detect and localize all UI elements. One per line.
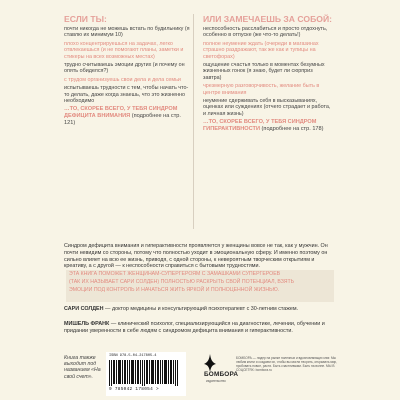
publisher-subtitle: издательство <box>206 379 226 383</box>
left-item: испытываешь трудности с тем, чтобы начать что-то делать, даже когда знаешь, что это жизненно необходимо <box>64 85 189 105</box>
author-name: САРИ СОЛДЕН <box>64 306 104 312</box>
banner-line: (ТАК ИХ НАЗЫВАЕТ САРИ СОЛДЕН) ПОЛНОСТЬЮ РАСКРЫТЬ СВОЙ ПОТЕНЦИАЛ, ВЗЯТЬ <box>69 279 295 285</box>
right-column <box>203 14 331 132</box>
author-name: МИШЕЛЬ ФРАНК <box>64 321 110 327</box>
isbn-text: ISBN 978-5-04-217805-4 <box>109 354 157 358</box>
author-bio-solden <box>64 306 337 313</box>
left-result <box>64 106 192 126</box>
right-item: ощущение счастья только в моментах безумных жизненных гонок (я знаю, будет ли сюрприз завтра) <box>203 62 325 81</box>
author-bio: — клинический психолог, специализирующийся на диагностике, лечении, обучении и придании уверенности в себе людям с синдромом дефицита внимания и гиперактивности. <box>64 321 325 334</box>
left-result-text: …ТО, СКОРЕЕ ВСЕГО, У ТЕБЯ СИНДРОМ ДЕФИЦИТА ВНИМАНИЯ <box>64 106 178 120</box>
right-heading: ИЛИ ЗАМЕЧАЕШЬ ЗА СОБОЙ: <box>203 14 332 24</box>
right-result-text: …ТО, СКОРЕЕ ВСЕГО, У ТЕБЯ СИНДРОМ ГИПЕРАКТИВНОСТИ <box>203 119 317 132</box>
right-item: чрезмерную разговорчивость, желание быть в центре внимания <box>203 83 320 96</box>
main-paragraph: Синдром дефицита внимания и гиперактивности проявляется у женщины вовсе не так, как у мужчин. Он почти невидим со стороны, потому что полностью уходит в эмоциональную сферу. И именно поэтому он сильно влияет на всю ее жизнь, приводя, с одной стороны, к невероятным творческим открытиям и креативу, а с другой — к неспособности справиться с бытовыми трудностями. <box>64 243 328 270</box>
right-result <box>203 119 331 132</box>
right-item: неспособность расслабиться и просто отдохнуть, особенно в отпуске (же что-то делать!) <box>203 26 328 39</box>
column-divider <box>193 14 194 229</box>
left-column <box>64 14 192 126</box>
also-available-note: Книга также выходит под названием «На свой счет». <box>64 355 101 380</box>
banner-line: ЭМОЦИИ ПОД КОНТРОЛЬ И НАЧАТЬСЯ ЖИТЬ ЯРКОЙ И ПОЛНОЦЕННОЙ ЖИЗНЬЮ. <box>69 287 280 293</box>
right-item: неумение сдерживать себя в высказываниях, оценках или суждениях (отчего страдает и работа, и личная жизнь) <box>203 98 331 117</box>
publisher-note: БОМБОРА — лидер на рынке полезных и вдохновляющих книг. Мы любим книги и создаем их, чтобы вы могли творить, открывать мир, пробовать новое, расти. Быть счастливыми. Быть на волне. МЫ В СОЦСЕТЯХ: bombora.ru <box>236 356 338 372</box>
barcode-icon <box>109 360 181 386</box>
left-item: плохо концентрируешься на задачах, легко отвлекаешься (и не помогают планы, заметки и стикеры на всех возможных местах) <box>64 40 184 60</box>
left-item: почти никогда не можешь встать по будильнику (я ставлю их минимум 10) <box>64 26 190 39</box>
right-item: полное неумение ждать (очереди в магазинах страшно раздражают, так же как и тупицы на светофорах) <box>203 40 319 60</box>
left-item: трудно считываешь эмоции других (и почему он опять обиделся?) <box>64 62 185 75</box>
banner-line: ЭТА КНИГА ПОМОЖЕТ ЖЕНЩИНАМ-СУПЕРГЕРОЯМ С ЗАМАШКАМИ СУПЕРГЕРОЕВ <box>69 271 281 277</box>
barcode-block <box>106 352 186 396</box>
left-item: с трудом организуешь свои дела и дела семьи <box>64 76 181 83</box>
left-heading: ЕСЛИ ТЫ: <box>64 14 107 24</box>
author-bio: — доктор медицины и консультирующий психотерапевт с 30-летним стажем. <box>103 306 299 312</box>
publisher-name: БОМБОРА <box>204 371 239 378</box>
barcode-digits: 9 785042 178054 > <box>109 387 159 392</box>
author-bio-frank <box>64 321 337 334</box>
promo-banner <box>66 270 334 302</box>
right-page-ref: (подробнее на стр. 178) <box>261 125 324 132</box>
left-page-ref: (подробнее на стр. 121) <box>64 113 181 126</box>
